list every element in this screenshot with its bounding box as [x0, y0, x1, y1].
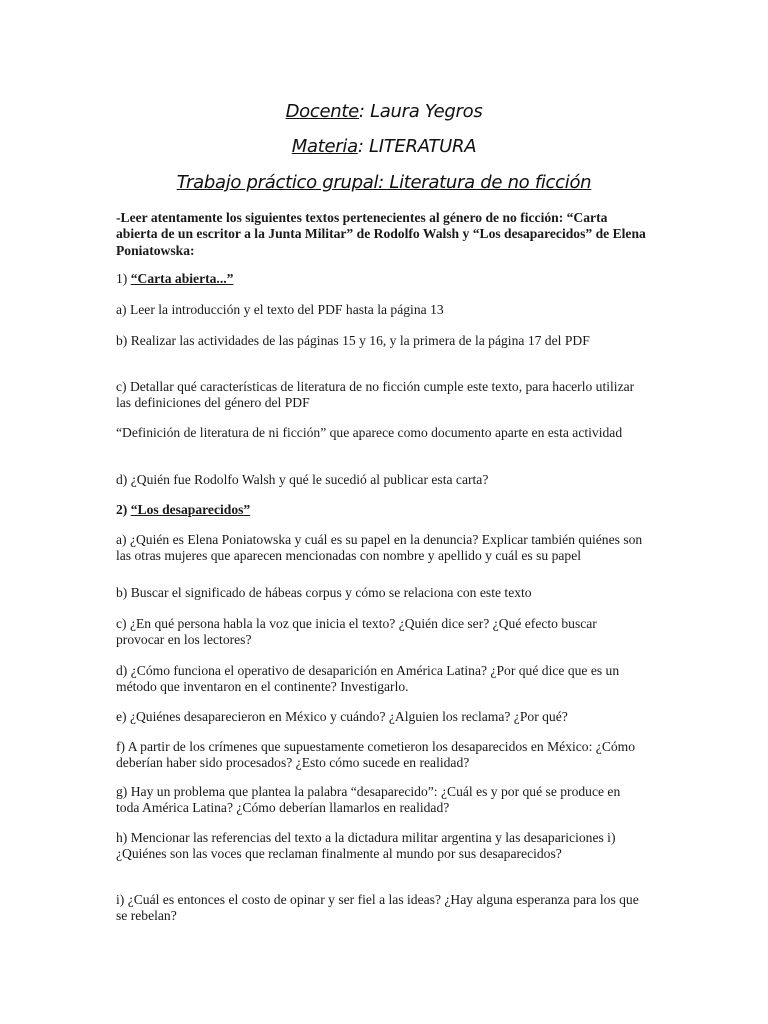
section-1-item-c-definition: “Definición de literatura de ni ficción” que aparece como documento aparte en esta actividad: [116, 425, 623, 440]
section-2-heading: [116, 502, 646, 518]
assignment-title-text: Trabajo práctico grupal: Literatura de no ficción: [176, 172, 592, 193]
section-1-item-b: b) Realizar las actividades de las páginas 15 y 16, y la primera de la página 17 del PDF: [116, 333, 590, 348]
section-2-item-g: g) Hay un problema que plantea la palabra “desaparecido”: ¿Cuál es y por qué se produce en toda América Latina? ¿Cómo deberían llamarlos en realidad?: [116, 784, 621, 816]
section-2-number: 2): [116, 502, 131, 517]
subject-label: Materia: [291, 136, 358, 157]
section-2-title: “Los desaparecidos”: [130, 502, 251, 517]
section-1-item-a: a) Leer la introducción y el texto del PDF hasta la página 13: [116, 302, 444, 317]
intro-paragraph: -Leer atentamente los siguientes textos pertenecientes al género de no ficción: “Carta abierta de un escritor a la Junta Militar” de Rodolfo Walsh y “Los desaparecidos” de Elena Poniatowska:: [116, 210, 646, 258]
section-2-item-i: i) ¿Cuál es entonces el costo de opinar y ser fiel a las ideas? ¿Hay alguna esperanza para los que se rebelan?: [116, 892, 639, 924]
section-1-item-d: d) ¿Quién fue Rodolfo Walsh y qué le sucedió al publicar esta carta?: [116, 472, 489, 487]
section-2-item-e: e) ¿Quiénes desaparecieron en México y cuándo? ¿Alguien los reclama? ¿Por qué?: [116, 709, 568, 724]
subject-name: : LITERATURA: [357, 136, 477, 157]
teacher-label: Docente: [285, 101, 359, 122]
section-1-title: “Carta abierta...”: [130, 271, 234, 286]
subject-line: [0, 136, 768, 157]
section-2-item-h: h) Mencionar las referencias del texto a la dictadura militar argentina y las desapariciones i) ¿Quiénes son las voces que reclaman finalmente al mundo por sus desaparecidos?: [116, 830, 616, 862]
section-2-item-c: c) ¿En qué persona habla la voz que inicia el texto? ¿Quién dice ser? ¿Qué efecto buscar provocar en los lectores?: [116, 616, 597, 648]
section-1-heading: [116, 271, 646, 287]
section-2-item-a: a) ¿Quién es Elena Poniatowska y cuál es su papel en la denuncia? Explicar también quiénes son las otras mujeres que aparecen mencionadas con nombre y apellido y cuál es su papel: [116, 532, 643, 564]
section-2-item-b: b) Buscar el significado de hábeas corpus y cómo se relaciona con este texto: [116, 585, 532, 600]
section-2-item-f: f) A partir de los crímenes que supuestamente cometieron los desaparecidos en México: ¿Cómo deberían haber sido procesados? ¿Esto cómo sucede en realidad?: [116, 739, 636, 771]
teacher-name: : Laura Yegros: [358, 101, 483, 122]
assignment-title: [0, 172, 768, 193]
section-1-number: 1): [116, 271, 131, 286]
teacher-line: [0, 101, 768, 122]
section-1-item-c: c) Detallar qué características de literatura de no ficción cumple este texto, para hacerlo utilizar las definiciones del género del PDF: [116, 379, 635, 411]
section-2-item-d: d) ¿Cómo funciona el operativo de desaparición en América Latina? ¿Por qué dice que es un método que inventaron en el continente? Investigarlo.: [116, 663, 620, 695]
